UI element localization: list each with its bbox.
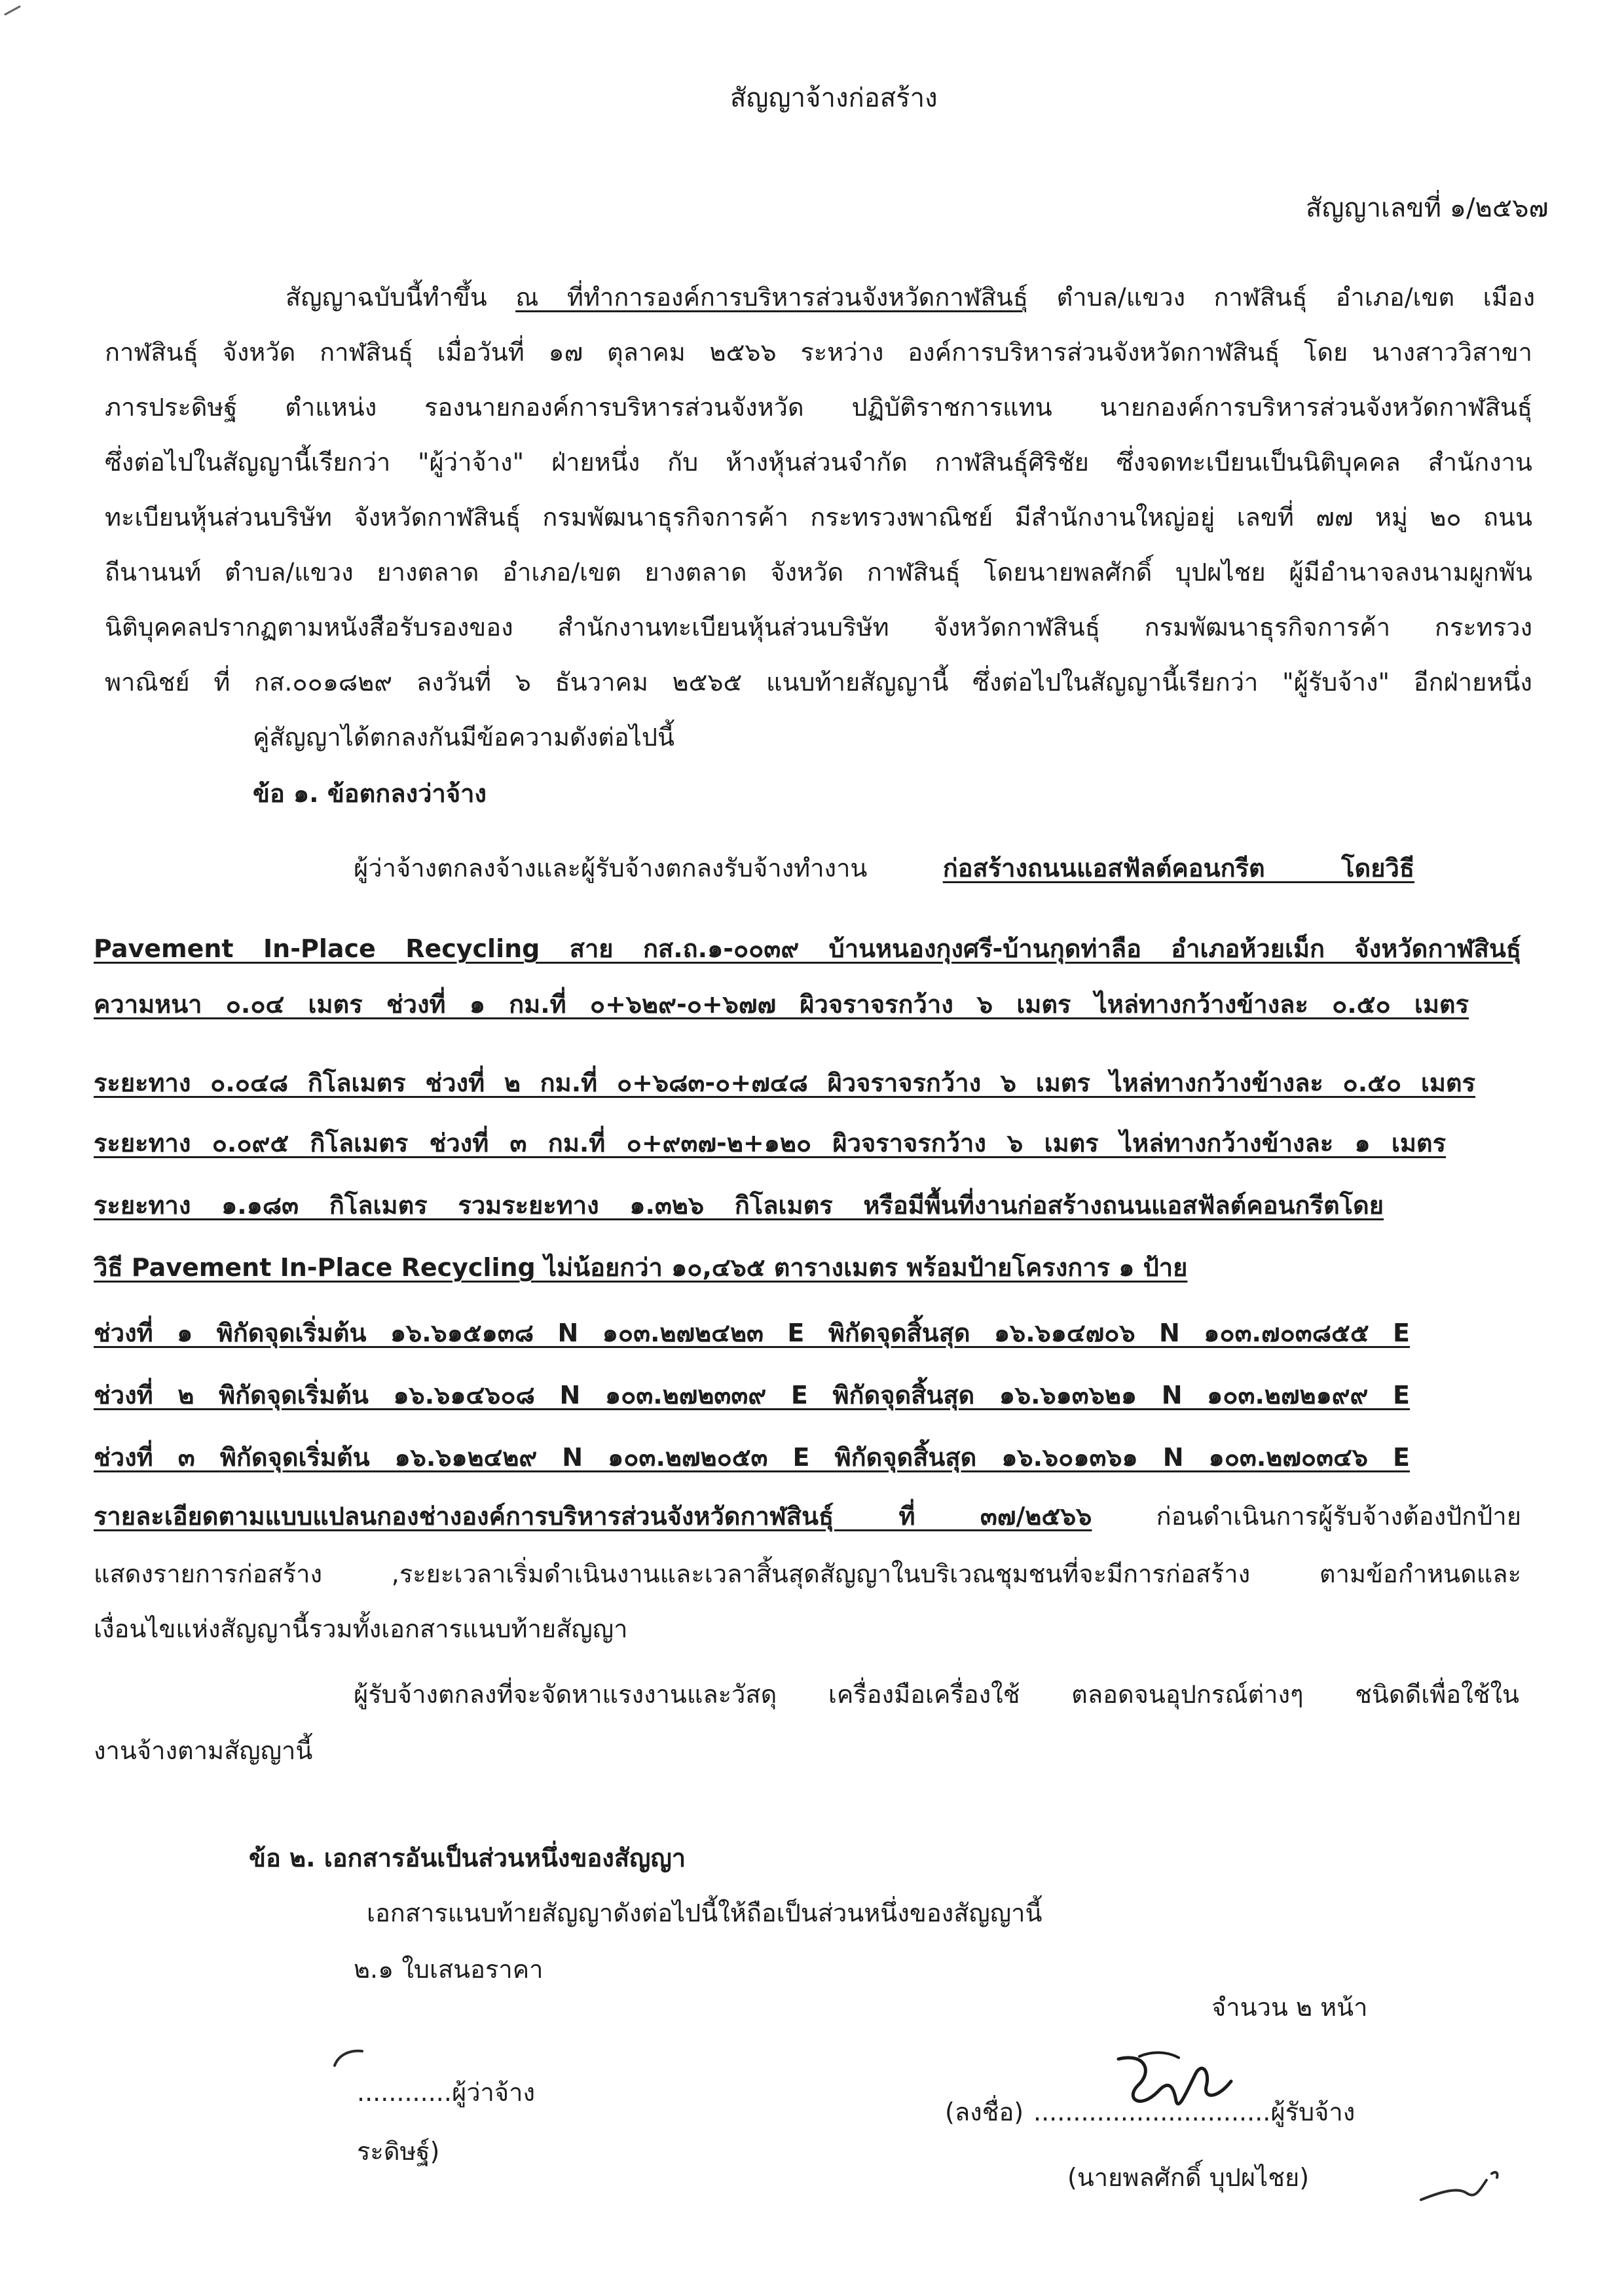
coordinates-section-3: ช่วงที่ ๓ พิกัดจุดเริ่มต้น ๑๖.๖๑๒๔๒๙ N ๑๐๓.๒๗๒๐๕๓ E พิกัดจุดสิ้นสุด ๑๖.๖๐๑๓๖๑ N ๑๐๓.๒๗๐๓๔๖ E [94,1443,1410,1472]
employer-signature-line: ............ผู้ว่าจ้าง [357,2078,536,2107]
preamble-lead: สัญญาฉบับนี้ทำขึ้น [286,283,516,312]
plan-reference: รายละเอียดตามแบบแปลนกองช่างองค์การบริหารส่วนจังหวัดกาฬสินธุ์ ที่ ๓๗/๒๕๖๖ [94,1502,1092,1531]
contractor-signature-line: ..............................ผู้รับจ้าง [1033,2098,1356,2126]
attachment-pages: จำนวน ๒ หน้า [1211,1993,1368,2022]
preamble-line-4: ซึ่งต่อไปในสัญญานี้เรียกว่า "ผู้ว่าจ้าง" ฝ่ายหนึ่ง กับ ห้างหุ้นส่วนจำกัด กาฬสินธุ์ศิริชัย ซึ่งจดทะเบียนเป็นนิติบุคคล สำนักงาน [105,448,1532,477]
preamble-line-5: ทะเบียนหุ้นส่วนบริษัท จังหวัดกาฬสินธุ์ กรมพัฒนาธุรกิจการค้า กระทรวงพาณิชย์ มีสำนักงานใหญ่อยู่ เลขที่ ๗๗ หมู่ ๒๐ ถนน [105,503,1532,532]
clause-2-heading: ข้อ ๒. เอกสารอันเป็นส่วนหนึ่งของสัญญา [249,1844,686,1872]
corner-mark [0,0,26,20]
preamble-line-8: พาณิชย์ ที่ กส.๐๐๑๘๒๙ ลงวันที่ ๖ ธันวาคม ๒๕๖๕ แนบท้ายสัญญานี้ ซึ่งต่อไปในสัญญานี้เรียกว่า "ผู้รับจ้าง" อีกฝ่ายหนึ่ง [105,668,1532,697]
sign-requirement-end: เงื่อนไขแห่งสัญญานี้รวมทั้งเอกสารแนบท้ายสัญญา [94,1614,628,1643]
preamble-location: ตำบล/แขวง กาฬสินธุ์ อำเภอ/เขต เมือง [1028,283,1536,312]
clause-1-line-1 [354,851,1414,885]
clause-2-line: เอกสารแนบท้ายสัญญาดังต่อไปนี้ให้ถือเป็นส่วนหนึ่งของสัญญานี้ [367,1899,1043,1927]
employer-name: ระดิษฐ์) [357,2137,440,2166]
work-line-5: ระยะทาง ๑.๑๘๓ กิโลเมตร รวมระยะทาง ๑.๓๒๖ กิโลเมตร หรือมีพื้นที่งานก่อสร้างถนนแอสฟัลต์คอนกรีตโดย [94,1191,1384,1220]
preamble-line-1 [286,280,1535,314]
preamble-line-7: นิติบุคคลปรากฏตามหนังสือรับรองของ สำนักงานทะเบียนหุ้นส่วนบริษัท จังหวัดกาฬสินธุ์ กรมพัฒนาธุรกิจการค้า กระทรวง [105,613,1532,642]
preamble-line-3: ภารประดิษฐ์ ตำแหน่ง รองนายกองค์การบริหารส่วนจังหวัด ปฏิบัติราชการแทน นายกองค์การบริหารส่วนจังหวัดกาฬสินธุ์ [105,393,1532,422]
sign-prefix: (ลงชื่อ) [945,2098,1024,2126]
labor-line-2: งานจ้างตามสัญญานี้ [94,1736,313,1765]
agreement-line: คู่สัญญาได้ตกลงกันมีข้อความดังต่อไปนี้ [253,723,674,752]
preamble-line-2: กาฬสินธุ์ จังหวัด กาฬสินธุ์ เมื่อวันที่ ๑๗ ตุลาคม ๒๕๖๖ ระหว่าง องค์การบริหารส่วนจังหวัดกาฬสินธุ์ โดย นางสาววิสาขา [105,338,1532,367]
contract-number: สัญญาเลขที่ ๑/๒๕๖๗ [1306,193,1549,223]
work-line-3: ระยะทาง ๐.๐๔๘ กิโลเมตร ช่วงที่ ๒ กม.ที่ ๐+๖๘๓-๐+๗๔๘ ผิวจราจรกว้าง ๖ เมตร ไหล่ทางกว้างข้างละ ๐.๕๐ เมตร [94,1068,1475,1097]
sign-requirement-line: แสดงรายการก่อสร้าง ,ระยะเวลาเริ่มดำเนินงานและเวลาสิ้นสุดสัญญาในบริเวณชุมชนที่จะมีการก่อสร้าง ตามข้อกำหนดและ [94,1559,1521,1588]
work-line-6: วิธี Pavement In-Place Recycling ไม่น้อยกว่า ๑๐,๔๖๕ ตารางเมตร พร้อมป้ายโครงการ ๑ ป้าย [94,1253,1188,1282]
coordinates-section-2: ช่วงที่ ๒ พิกัดจุดเริ่มต้น ๑๖.๖๑๔๖๐๘ N ๑๐๓.๒๗๒๓๓๙ E พิกัดจุดสิ้นสุด ๑๖.๖๑๓๖๒๑ N ๑๐๓.๒๗๒๑๙๙ E [94,1381,1410,1410]
coordinates-section-1: ช่วงที่ ๑ พิกัดจุดเริ่มต้น ๑๖.๖๑๕๑๓๘ N ๑๐๓.๒๗๒๔๒๓ E พิกัดจุดสิ้นสุด ๑๖.๖๑๔๗๐๖ N ๑๐๓.๗๐๓๘๕๕ E [94,1319,1410,1347]
clause-1-heading: ข้อ ๑. ข้อตกลงว่าจ้าง [253,779,487,808]
work-line-1: Pavement In-Place Recycling สาย กส.ถ.๑-๐๐๓๙ บ้านหนองกุงศรี-บ้านกุดท่าลือ อำเภอห้วยเม็ก จังหวัดกาฬสินธุ์ [94,934,1521,963]
plan-reference-rest: ก่อนดำเนินการผู้รับจ้างต้องปักป้าย [1092,1502,1521,1531]
initials-mark [1414,2160,1506,2213]
work-line-2: ความหนา ๐.๐๔ เมตร ช่วงที่ ๑ กม.ที่ ๐+๖๒๙-๐+๖๗๗ ผิวจราจรกว้าง ๖ เมตร ไหล่ทางกว้างข้างละ ๐.๕๐ เมตร [94,990,1469,1019]
attachment-item: ๒.๑ ใบเสนอราคา [354,1955,544,1984]
contract-place: ณ ที่ทำการองค์การบริหารส่วนจังหวัดกาฬสินธุ์ [515,283,1029,312]
clause-1-lead: ผู้ว่าจ้างตกลงจ้างและผู้รับจ้างตกลงรับจ้างทำงาน [354,854,943,883]
work-line-4: ระยะทาง ๐.๐๙๕ กิโลเมตร ช่วงที่ ๓ กม.ที่ ๐+๙๓๗-๒+๑๒๐ ผิวจราจรกว้าง ๖ เมตร ไหล่ทางกว้างข้างละ ๑ เมตร [94,1129,1446,1157]
clause-1-work-title: ก่อสร้างถนนแอสฟัลต์คอนกรีต โดยวิธี [942,854,1415,883]
employer-signature-mark [331,2046,370,2072]
plan-reference-line [94,1499,1521,1533]
contractor-name: (นายพลศักดิ์ บุปผไชย) [1067,2163,1310,2192]
preamble-line-6: ถีนานนท์ ตำบล/แขวง ยางตลาด อำเภอ/เขต ยางตลาด จังหวัด กาฬสินธุ์ โดยนายพลศักดิ์ บุปผไชย ผู้มีอำนาจลงนามผูกพัน [105,558,1532,587]
contractor-signature [1100,2046,1251,2118]
labor-line-1: ผู้รับจ้างตกลงที่จะจัดหาแรงงานและวัสดุ เครื่องมือเครื่องใช้ ตลอดจนอุปกรณ์ต่างๆ ชนิดดีเพื่อใช้ใน [354,1680,1519,1709]
document-title: สัญญาจ้างก่อสร้าง [730,83,938,113]
